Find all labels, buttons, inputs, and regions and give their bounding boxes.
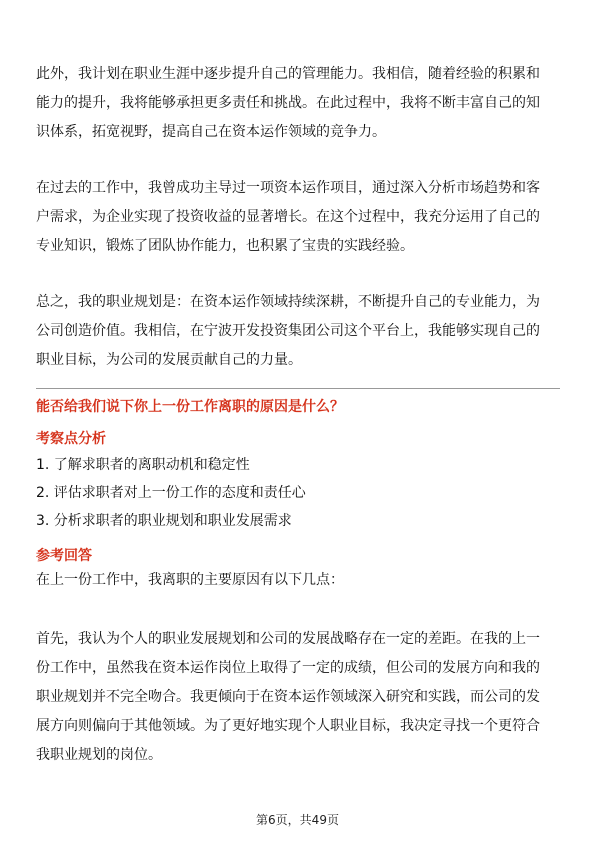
text-line: 份工作中，虽然我在资本运作岗位上取得了一定的成绩，但公司的发展方向和我的 [36, 660, 540, 676]
page-footer: 第6页，共49页 [256, 813, 339, 827]
answer-paragraph [36, 625, 560, 770]
text-line: 我职业规划的岗位。 [36, 747, 162, 763]
text-line: 首先，我认为个人的职业发展规划和公司的发展战略存在一定的差距。在我的上一 [36, 631, 540, 647]
text-line: 职业目标，为公司的发展贡献自己的力量。 [36, 352, 302, 368]
text-line: 总之，我的职业规划是：在资本运作领域持续深耕，不断提升自己的专业能力，为 [36, 294, 540, 310]
analysis-point-3: 3. 分析求职者的职业规划和职业发展需求 [36, 513, 292, 529]
interview-question: 能否给我们说下你上一份工作离职的原因是什么？ [36, 399, 344, 415]
text-line: 展方向则偏向于其他领域。为了更好地实现个人职业目标，我决定寻找一个更符合 [36, 718, 540, 734]
text-line: 能力的提升，我将能够承担更多责任和挑战。在此过程中，我将不断丰富自己的知 [36, 95, 540, 111]
intro-paragraph-3 [36, 288, 560, 375]
answer-heading: 参考回答 [36, 548, 92, 564]
intro-paragraph-1 [36, 60, 560, 147]
text-line: 专业知识，锻炼了团队协作能力，也积累了宝贵的实践经验。 [36, 238, 414, 254]
text-line: 识体系，拓宽视野，提高自己在资本运作领域的竞争力。 [36, 124, 386, 140]
text-line: 在过去的工作中，我曾成功主导过一项资本运作项目，通过深入分析市场趋势和客 [36, 180, 540, 196]
analysis-point-1: 1. 了解求职者的离职动机和稳定性 [36, 457, 250, 473]
text-line: 公司创造价值。我相信，在宁波开发投资集团公司这个平台上，我能够实现自己的 [36, 323, 540, 339]
analysis-point-2: 2. 评估求职者对上一份工作的态度和责任心 [36, 485, 306, 501]
analysis-heading: 考察点分析 [36, 431, 106, 447]
intro-paragraph-2 [36, 174, 560, 261]
text-line: 户需求，为企业实现了投资收益的显著增长。在这个过程中，我充分运用了自己的 [36, 209, 540, 225]
text-line: 此外，我计划在职业生涯中逐步提升自己的管理能力。我相信，随着经验的积累和 [36, 66, 540, 82]
section-divider [36, 388, 560, 389]
text-line: 职业规划并不完全吻合。我更倾向于在资本运作领域深入研究和实践，而公司的发 [36, 689, 540, 705]
answer-opening: 在上一份工作中，我离职的主要原因有以下几点： [36, 572, 344, 588]
